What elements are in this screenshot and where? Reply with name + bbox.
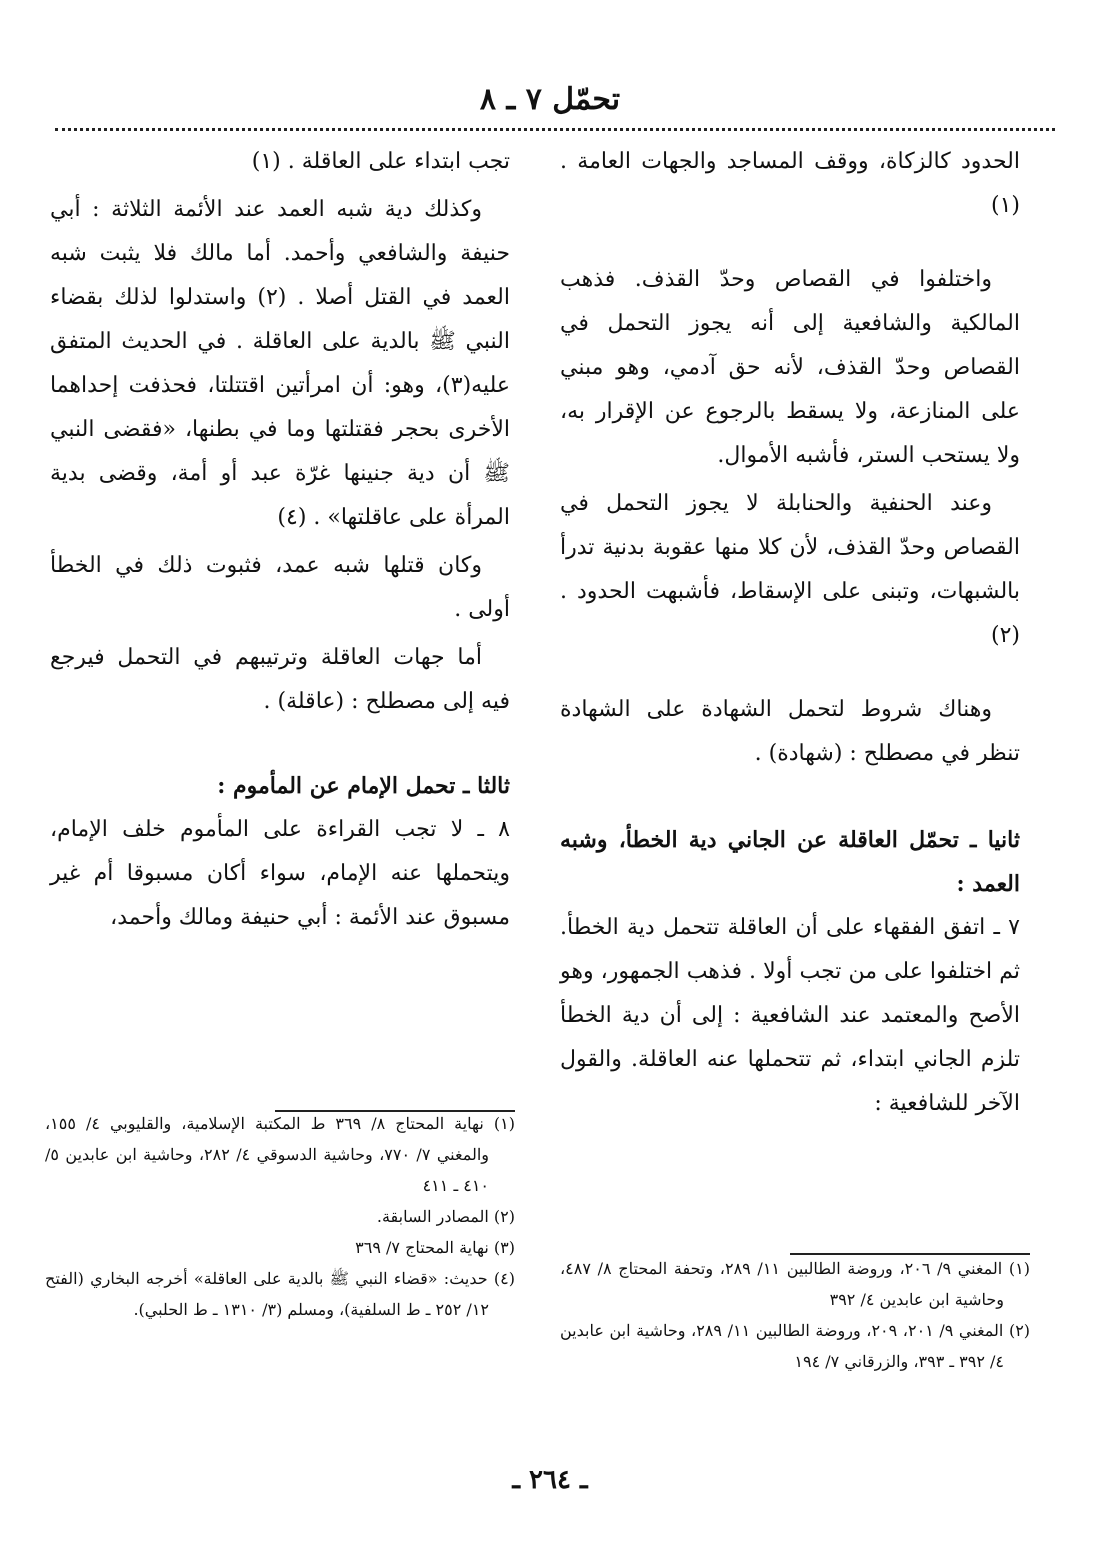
header-dotted-rule [55,128,1055,131]
page-number: ـ ٢٦٤ ـ [512,1465,588,1495]
footnote: (٤) حديث: «قضاء النبي ﷺ بالدية على العاقلة» أخرجه البخاري (الفتح ١٢/ ٢٥٢ ـ ط السلفية)، ومسلم (٣/ ١٣١٠ ـ ط الحلبي). [45,1269,515,1319]
paragraph: أما جهات العاقلة وترتيبهم في التحمل فيرجع فيه إلى مصطلح : (عاقلة) . [50,645,510,714]
footnote: (١) المغني ٩/ ٢٠٦، وروضة الطالبين ١١/ ٢٨٩، وتحفة المحتاج ٨/ ٤٨٧، وحاشية ابن عابدين ٤/ ٣٩٢ [560,1259,1030,1309]
footnotes-right [560,1253,1030,1377]
paragraph: الحدود كالزكاة، ووقف المساجد والجهات العامة . (١) [560,149,1020,218]
section-heading: ثالثا ـ تحمل الإمام عن المأموم : [217,773,510,799]
running-header: تحمّل ٧ ـ ٨ [479,82,621,117]
paragraph: ٨ ـ لا تجب القراءة على المأموم خلف الإمام، ويتحملها عنه الإمام، سواء أكان مسبوقا أم غير مسبوق عند الأئمة : أبي حنيفة ومالك وأحمد، [50,817,510,930]
section-heading: ثانيا ـ تحمّل العاقلة عن الجاني دية الخطأ، وشبه العمد : [560,827,1020,897]
footnote: (٢) المغني ٩/ ٢٠١، ٢٠٩، وروضة الطالبين ١١/ ٢٨٩، وحاشية ابن عابدين ٤/ ٣٩٢ ـ ٣٩٣، والزرقاني ٧/ ١٩٤ [560,1321,1031,1371]
footnote: (٣) نهاية المحتاج ٧/ ٣٦٩ [355,1238,515,1257]
paragraph: وعند الحنفية والحنابلة لا يجوز التحمل في القصاص وحدّ القذف، لأن كلا منها عقوبة بدنية تدرأ بالشبهات، وتبنى على الإسقاط، فأشبهت الحدود . (٢) [560,491,1020,648]
left-column [50,140,510,944]
footnote: (٢) المصادر السابقة. [376,1207,515,1226]
right-column [560,140,1020,1130]
paragraph: ٧ ـ اتفق الفقهاء على أن العاقلة تتحمل دية الخطأ. ثم اختلفوا على من تجب أولا . فذهب الجمهور، وهو الأصح والمعتمد عند الشافعية : إلى أن دية الخطأ تلزم الجاني ابتداء، ثم تتحملها عنه العاقلة. والقول الآخر للشافعية : [560,915,1020,1116]
paragraph: واختلفوا في القصاص وحدّ القذف. فذهب المالكية والشافعية إلى أنه يجوز التحمل في القصاص وحدّ القذف، لأنه حق آدمي، وهو مبني على المنازعة، ولا يسقط بالرجوع عن الإقرار به، ولا يستحب الستر، فأشبه الأموال. [560,267,1020,468]
paragraph: وكان قتلها شبه عمد، فثبوت ذلك في الخطأ أولى . [50,553,510,622]
paragraph: وهناك شروط لتحمل الشهادة على الشهادة تنظر في مصطلح : (شهادة) . [560,697,1020,766]
footnote: (١) نهاية المحتاج ٨/ ٣٦٩ ط المكتبة الإسلامية، والقليوبي ٤/ ١٥٥، والمغني ٧/ ٧٧٠، وحاشية الدسوقي ٤/ ٢٨٢، وحاشية ابن عابدين ٥/ ٤١٠ ـ ٤١١ [45,1114,515,1195]
paragraph: وكذلك دية شبه العمد عند الأئمة الثلاثة : أبي حنيفة والشافعي وأحمد. أما مالك فلا يثبت شبه العمد في القتل أصلا . (٢) واستدلوا لذلك بقضاء النبي ﷺ بالدية على العاقلة . في الحديث المتفق عليه(٣)، وهو: أن امرأتين اقتتلتا، فحذفت إحداهما الأخرى بحجر فقتلتها وما في بطنها، «فقضى النبي ﷺ أن دية جنينها غرّة عبد أو أمة، وقضى بدية المرأة على عاقلتها» . (٤) [50,197,510,530]
paragraph: تجب ابتداء على العاقلة . (١) [251,149,510,174]
footnotes-left [45,1108,515,1325]
